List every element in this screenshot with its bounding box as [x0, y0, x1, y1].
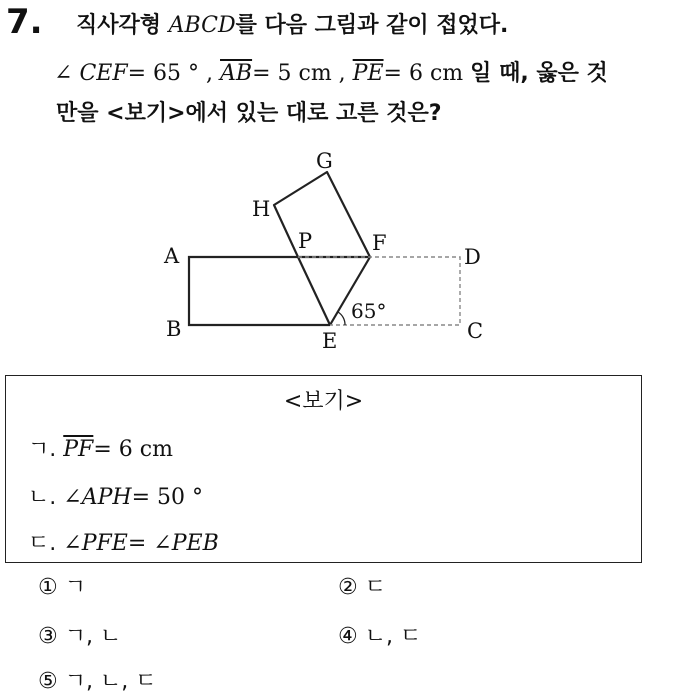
item-mark: ㄴ. — [28, 485, 57, 510]
angle-peb: PEB — [171, 531, 219, 556]
choice-text: ㄷ — [364, 575, 386, 600]
choice-1[interactable] — [38, 570, 86, 601]
choice-number: ① — [38, 575, 58, 600]
equals-angle: = ∠ — [127, 531, 172, 556]
fold-line-pe — [298, 257, 330, 325]
label-p: P — [298, 229, 313, 253]
item-mark: ㄱ. — [28, 437, 57, 462]
choice-number: ③ — [38, 624, 58, 649]
item-value: = 50 ° — [131, 485, 203, 510]
bogi-item-1 — [28, 432, 173, 463]
angle-symbol: ∠ — [54, 61, 73, 86]
segment-ab: $\overline{AB}$ — [220, 61, 253, 86]
angle-symbol: ∠ — [63, 531, 82, 556]
question-number: 7. — [6, 2, 43, 42]
label-c: C — [467, 319, 484, 343]
question-line-1 — [76, 8, 508, 39]
choice-number: ② — [338, 575, 358, 600]
choice-2[interactable] — [338, 570, 386, 601]
angle-symbol: ∠ — [63, 485, 82, 510]
segment-pe-value: = 6 cm — [383, 61, 464, 86]
question-text-end: 를 다음 그림과 같이 접었다. — [235, 13, 509, 38]
choice-number: ④ — [338, 624, 358, 649]
segment-ab-value: = 5 cm , — [252, 61, 346, 86]
label-e: E — [322, 329, 338, 353]
item-value: = 6 cm — [93, 437, 173, 462]
question-condition: 일 때, 옳은 것 — [470, 61, 608, 86]
choice-text: ㄱ — [64, 575, 86, 600]
label-b: B — [166, 317, 182, 341]
choice-number: ⑤ — [38, 669, 58, 694]
bogi-item-2 — [28, 480, 203, 511]
angle-arc — [338, 312, 345, 325]
segment-pe: $\overline{PE}$ — [352, 61, 384, 86]
label-g: G — [316, 149, 333, 173]
label-h: H — [252, 197, 271, 221]
choice-4[interactable] — [338, 619, 421, 650]
label-a: A — [164, 244, 180, 268]
folded-flap — [274, 172, 370, 257]
segment-pf: $\overline{PF}$ — [63, 437, 94, 462]
label-d: D — [464, 245, 481, 269]
angle-cef: CEF — [79, 61, 128, 86]
choice-text: ㄱ, ㄴ, ㄷ — [64, 669, 157, 694]
angle-pfe: PFE — [81, 531, 128, 556]
label-f: F — [372, 231, 387, 255]
choice-5[interactable] — [38, 664, 156, 695]
angle-cef-value: = 65 ° , — [127, 61, 214, 86]
bogi-title: <보기> — [283, 389, 364, 414]
question-line-2 — [54, 56, 608, 87]
folded-rectangle-figure — [0, 140, 677, 375]
rect-outline-left — [189, 257, 330, 325]
question-text: 직사각형 — [76, 13, 169, 38]
choice-text: ㄱ, ㄴ — [64, 624, 122, 649]
angle-aph: APH — [81, 485, 132, 510]
choice-text: ㄴ, ㄷ — [364, 624, 422, 649]
angle-label: 65° — [351, 299, 387, 323]
bogi-item-3 — [28, 526, 219, 557]
item-mark: ㄷ. — [28, 531, 57, 556]
question-line-3: 만을 <보기>에서 있는 대로 고른 것은? — [56, 101, 442, 126]
choice-3[interactable] — [38, 619, 121, 650]
bogi-box — [5, 375, 642, 563]
rect-name: ABCD — [168, 13, 236, 38]
